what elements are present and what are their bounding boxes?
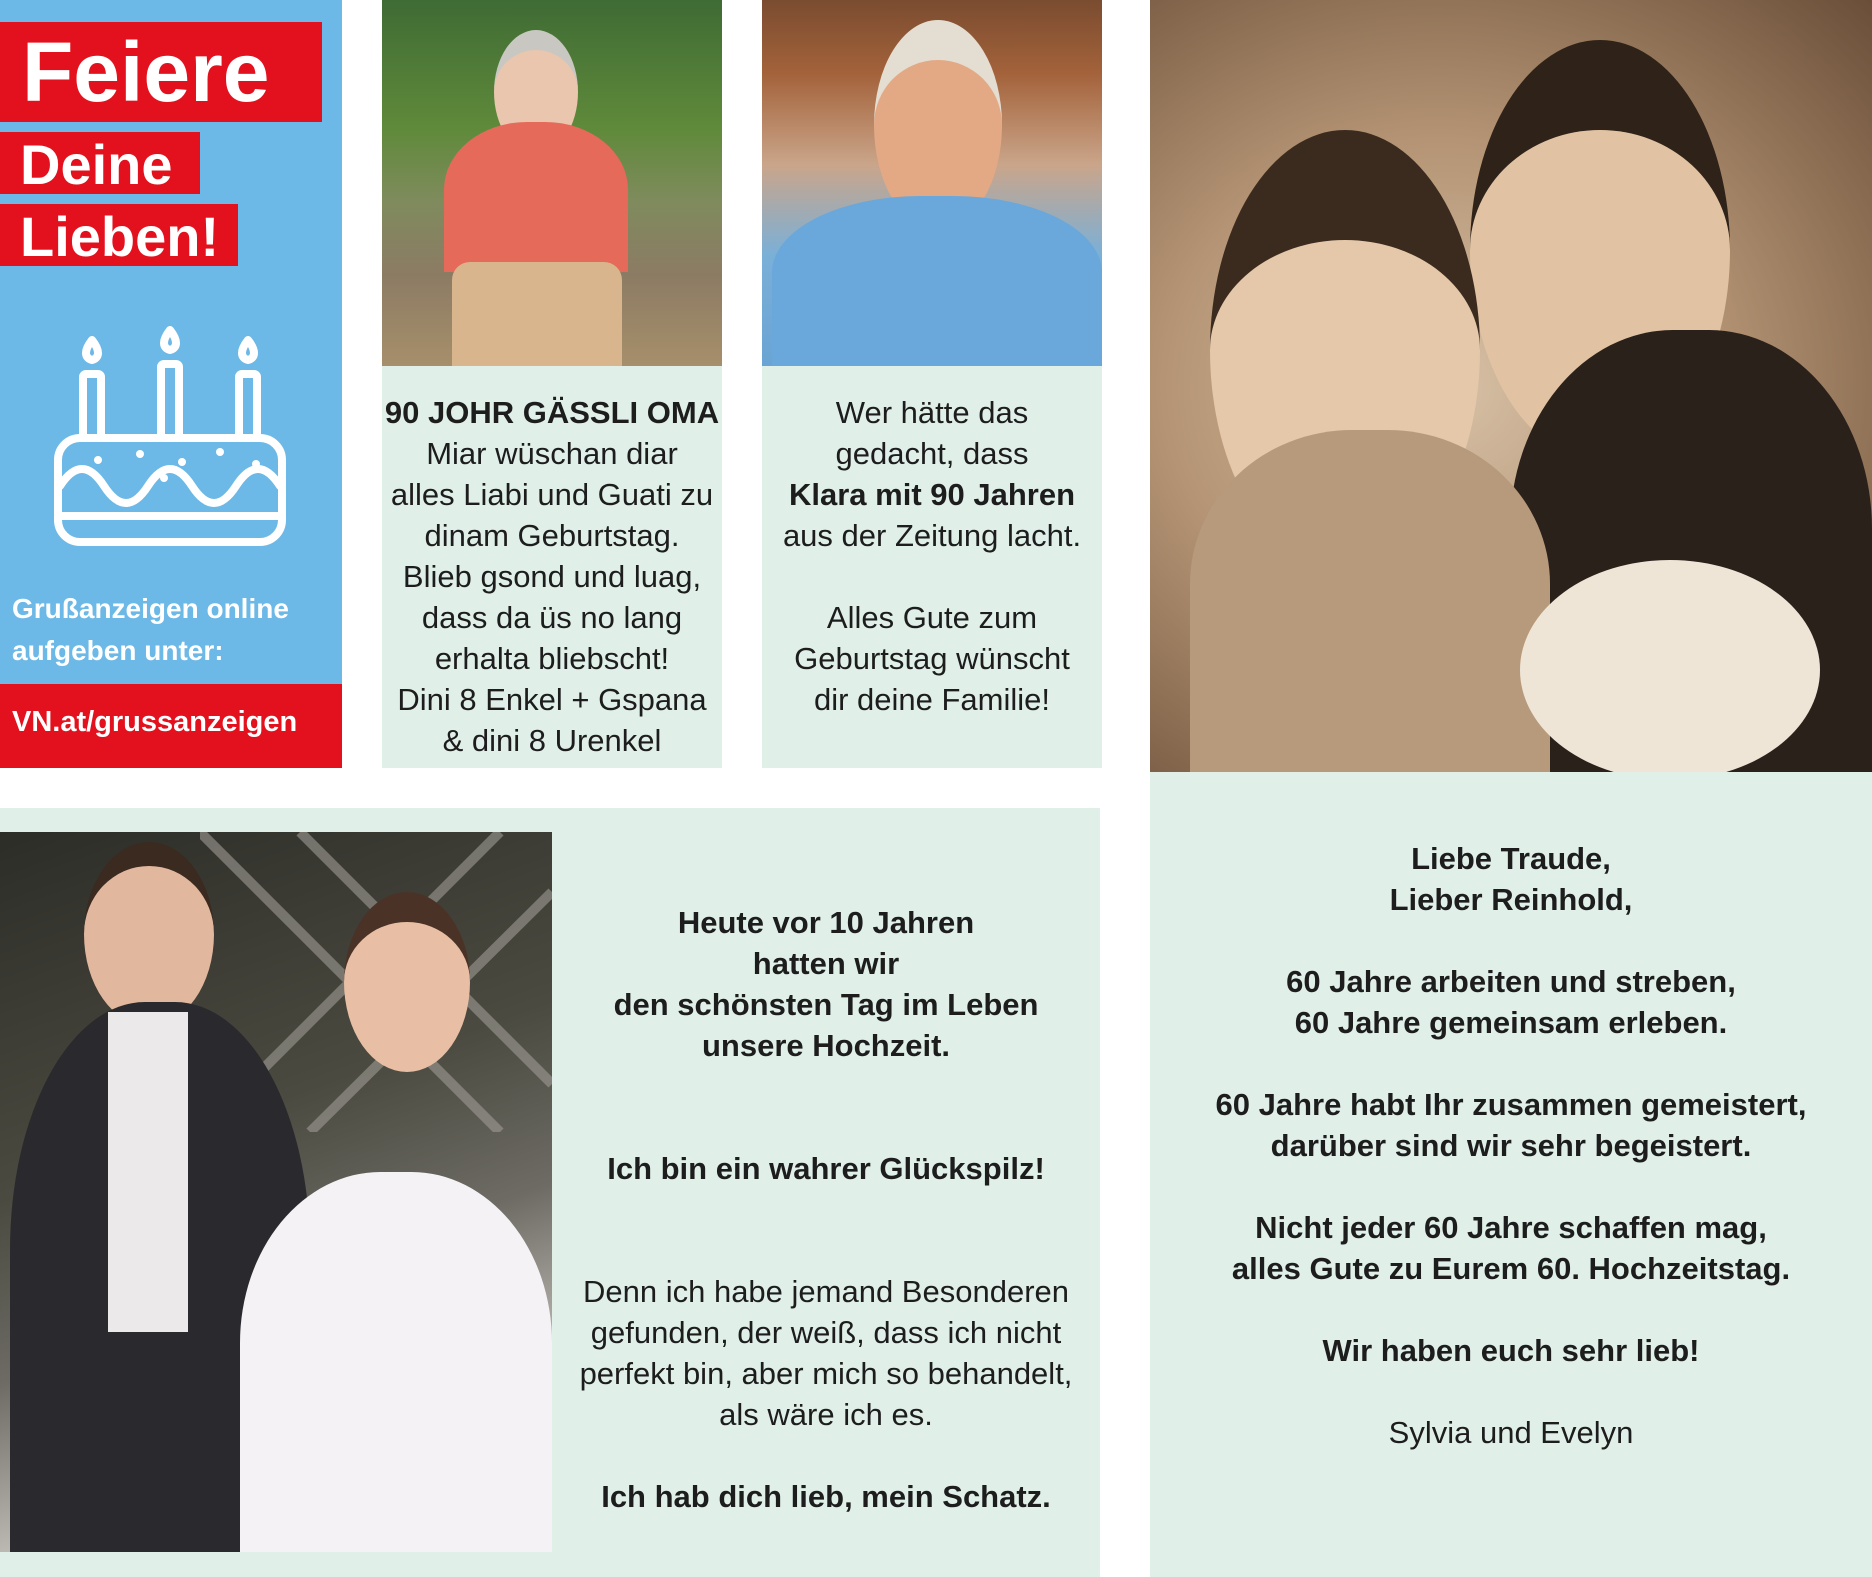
headline-feiere: Feiere [0,22,322,122]
wedding-dress [240,1172,552,1552]
wedding-ad-line: gefunden, der weiß, dass ich nicht [590,1315,1062,1350]
klara-ad-line: dir deine Familie! [813,682,1051,717]
bouquet [1520,560,1820,772]
anniversary-verse-line: 60 Jahre arbeiten und streben, [1286,964,1736,999]
oma-photo [382,0,722,366]
spacer [1150,1166,1872,1207]
spacer [1150,1043,1872,1084]
klara-ad-line: Geburtstag wünscht [794,641,1070,676]
headline-deine: Deine [0,132,200,194]
spacer [552,1435,1100,1476]
anniversary-verse-line: Nicht jeder 60 Jahre schaffen mag, [1255,1210,1767,1245]
oma-ad-line: dinam Geburtstag. [424,518,680,553]
oma-ad-line: & dini 8 Urenkel [442,723,662,758]
klara-ad-line: gedacht, dass [835,436,1029,471]
wedding-ad-line: Denn ich habe jemand Besonderen [582,1274,1069,1309]
husband-face [84,842,214,1026]
wedding-ad-closing: Ich hab dich lieb, mein Schatz. [601,1479,1051,1514]
oma-ad-title: 90 JOHR GÄSSLI OMA [384,395,720,430]
anniversary-verse-line: 60 Jahre habt Ihr zusammen gemeistert, [1215,1087,1807,1122]
online-hint [12,588,332,672]
promo-url-link[interactable]: VN.at/grussanzeigen [0,684,342,768]
headline-lieben: Lieben! [0,204,238,266]
spacer [552,1189,1100,1271]
oma-ad-line: erhalta bliebscht! [434,641,670,676]
wedding-photo [0,832,552,1552]
wedding-top-strip [0,808,552,832]
oma-ad-line: Miar wüschan diar [426,436,678,471]
klara-ad-text [762,366,1102,768]
wedding-ad-text [552,808,1100,1577]
husband-shirt [108,1012,188,1332]
klara-photo [762,0,1102,366]
oma-ad-line: alles Liabi und Guati zu [390,477,714,512]
birthday-cake-icon [50,318,290,558]
wedding-ad-line: Heute vor 10 Jahren [677,905,975,940]
bride-dress [1190,430,1550,772]
spacer [1150,1371,1872,1412]
wedding-ad-line: hatten wir [752,946,900,981]
anniversary-verse-line: darüber sind wir sehr begeistert. [1270,1128,1752,1163]
online-hint-line-1: Grußanzeigen online [12,593,289,624]
promo-panel [0,0,342,768]
anniversary-greeting: Lieber Reinhold, [1389,882,1633,917]
anniversary-ad-text [1150,772,1872,1577]
klara-ad-spacer [762,556,1102,597]
anniversary-signature: Sylvia und Evelyn [1388,1415,1634,1450]
spacer [1150,920,1872,961]
klara-ad-line: Wer hätte das [835,395,1029,430]
oma-ad-text [382,366,722,768]
wedding-ad-line: den schönsten Tag im Leben [613,987,1039,1022]
wedding-ad-line: als wäre ich es. [719,1397,933,1432]
online-hint-line-2: aufgeben unter: [12,635,224,666]
spacer [552,1066,1100,1148]
wedding-bottom-strip [0,1552,552,1577]
wedding-ad-line: unsere Hochzeit. [701,1028,951,1063]
wife-face [344,892,470,1072]
klara-ad-name: Klara mit 90 Jahren [788,477,1076,512]
anniversary-greeting: Liebe Traude, [1411,841,1611,876]
klara-ad-line: Alles Gute zum [826,600,1038,635]
anniversary-closing: Wir haben euch sehr lieb! [1322,1333,1700,1368]
oma-ad-line: Dini 8 Enkel + Gspana [397,682,707,717]
vintage-couple-photo [1150,0,1872,772]
spacer [1150,1289,1872,1330]
anniversary-verse-line: 60 Jahre gemeinsam erleben. [1294,1005,1728,1040]
wedding-ad-line: perfekt bin, aber mich so behandelt, [579,1356,1073,1391]
oma-blouse [444,122,628,272]
klara-ad-line: aus der Zeitung lacht. [782,518,1082,553]
oma-ad-line: Blieb gsond und luag, [402,559,702,594]
oma-ad-line: dass da üs no lang [421,600,683,635]
oma-lap [452,262,622,366]
wedding-ad-glueckspilz: Ich bin ein wahrer Glückspilz! [607,1151,1045,1186]
klara-sweater [772,196,1102,366]
anniversary-verse-line: alles Gute zu Eurem 60. Hochzeitstag. [1231,1251,1791,1286]
